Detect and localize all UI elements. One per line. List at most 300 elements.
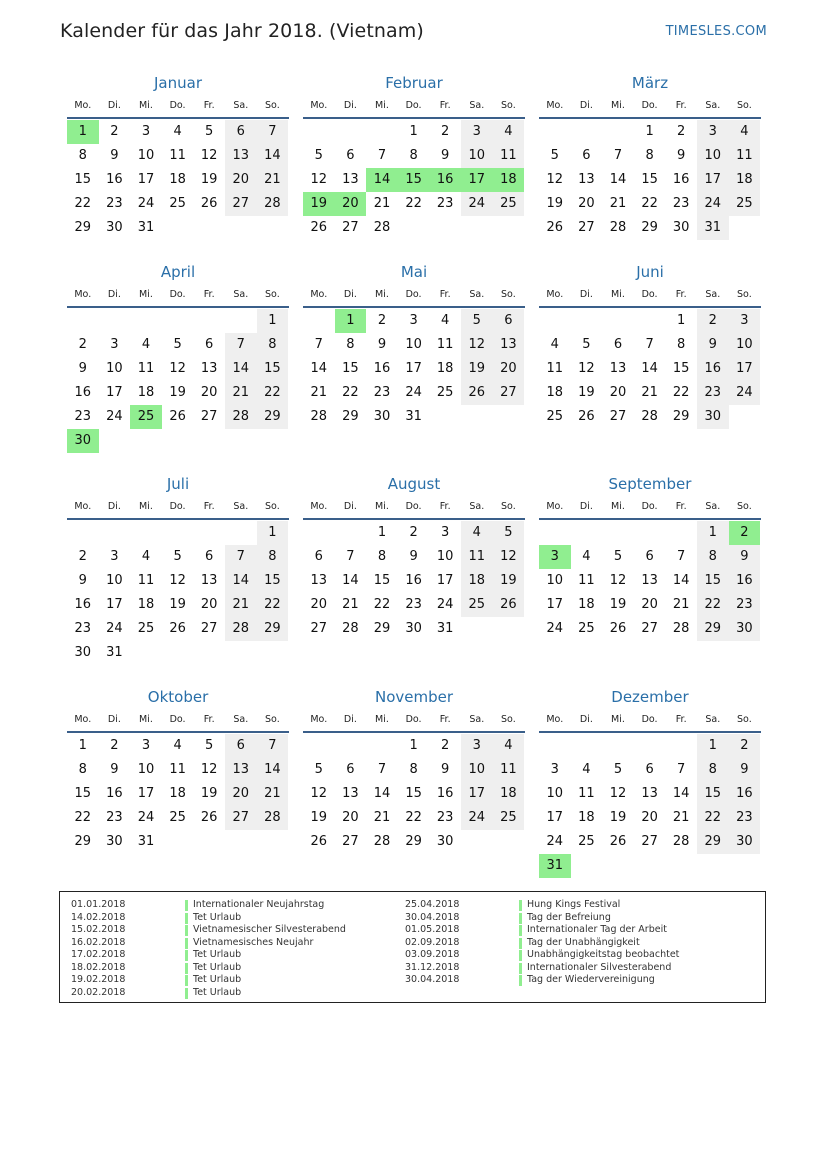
day-cell: 21 [257, 168, 289, 192]
day-cell: 9 [441, 148, 450, 163]
day-cell: 14 [641, 361, 658, 376]
day-cell: 13 [641, 573, 658, 588]
day-cell: 20 [310, 597, 328, 612]
legend-holiday-name: Internationaler Silvesterabend [527, 961, 672, 973]
day-cell: 19 [200, 172, 218, 187]
day-cell: 14 [257, 758, 289, 782]
day-cell: 10 [405, 337, 422, 352]
day-cell: 10 [436, 549, 454, 564]
day-cell: 13 [225, 758, 257, 782]
weekday-label: Mo. [546, 100, 564, 111]
day-cell: 27 [609, 409, 627, 424]
day-cell: 23 [106, 810, 123, 825]
day-cell: 20 [225, 168, 257, 192]
day-cell: 30 [74, 645, 92, 660]
legend-color-marker [185, 900, 188, 911]
day-cell: 13 [200, 573, 218, 588]
day-cell: 17 [729, 357, 761, 381]
day-cell: 13 [641, 786, 658, 801]
day-cell: 17 [697, 168, 729, 192]
day-cell: 2 [78, 549, 87, 564]
day-cell: 22 [257, 593, 289, 617]
day-grid [303, 734, 525, 878]
day-cell: 13 [310, 573, 328, 588]
legend-holiday-name: Internationaler Tag der Arbeit [527, 924, 667, 935]
weekday-label: So. [265, 289, 280, 300]
day-cell: 22 [641, 196, 658, 211]
day-cell: 10 [137, 148, 155, 163]
day-cell: 18 [578, 810, 595, 825]
day-cell: 6 [314, 549, 323, 564]
day-cell: 12 [578, 361, 595, 376]
day-cell: 10 [546, 573, 564, 588]
day-cell: 8 [78, 762, 87, 777]
day-cell: 13 [578, 172, 595, 187]
day-cell: 19 [546, 196, 564, 211]
day-cell: 17 [461, 782, 493, 806]
weekday-label: Fr. [675, 501, 687, 512]
weekday-label: Sa. [469, 714, 485, 725]
day-cell: 4 [550, 337, 559, 352]
month-divider [67, 117, 289, 119]
day-grid [303, 120, 525, 264]
weekday-header [303, 501, 525, 515]
legend-color-marker [519, 925, 522, 936]
weekday-label: Mi. [139, 100, 153, 111]
day-cell: 30 [405, 621, 422, 636]
day-cell: 18 [137, 385, 155, 400]
day-cell: 10 [106, 361, 123, 376]
day-cell: 12 [609, 786, 627, 801]
day-cell: 9 [441, 762, 450, 777]
day-cell: 28 [373, 834, 391, 849]
day-cell: 10 [137, 762, 155, 777]
day-cell: 25 [578, 834, 595, 849]
day-cell: 20 [342, 810, 359, 825]
day-cell: 16 [74, 597, 92, 612]
weekday-header [67, 289, 289, 303]
day-cell: 25 [461, 593, 493, 617]
month-divider [539, 731, 761, 733]
weekday-label: So. [737, 501, 752, 512]
day-cell: 4 [141, 337, 151, 352]
month-divider [67, 518, 289, 520]
day-cell: 22 [697, 806, 729, 830]
day-cell: 23 [106, 196, 123, 211]
day-cell: 14 [342, 573, 359, 588]
day-cell: 21 [225, 593, 257, 617]
day-cell: 24 [106, 621, 123, 636]
day-cell: 1 [409, 124, 418, 139]
day-cell: 18 [729, 168, 761, 192]
month-divider [67, 731, 289, 733]
day-cell: 8 [409, 148, 418, 163]
weekday-label: Do. [169, 100, 186, 111]
day-cell: 6 [346, 148, 355, 163]
day-cell: 6 [613, 337, 623, 352]
day-cell: 14 [310, 361, 328, 376]
weekday-label: So. [501, 714, 516, 725]
day-cell: 25 [493, 806, 525, 830]
day-cell: 3 [110, 337, 119, 352]
weekday-label: Di. [343, 714, 357, 725]
month-name: Juli [166, 475, 190, 493]
day-cell: 4 [441, 313, 450, 328]
day-cell: 23 [436, 810, 454, 825]
day-cell: 5 [173, 549, 182, 564]
month-name: Januar [154, 74, 202, 92]
day-cell: 11 [436, 337, 454, 352]
day-cell: 6 [493, 309, 525, 333]
day-cell: 3 [697, 120, 729, 144]
day-cell: 17 [106, 385, 123, 400]
day-cell: 29 [342, 409, 359, 424]
day-cell: 6 [225, 734, 257, 758]
day-cell: 8 [346, 337, 355, 352]
day-cell: 11 [578, 573, 595, 588]
day-cell: 14 [672, 786, 690, 801]
weekday-label: Di. [107, 289, 121, 300]
month-name: September [608, 475, 692, 493]
day-cell: 22 [697, 593, 729, 617]
day-cell: 1 [697, 734, 729, 758]
day-cell: 30 [729, 830, 761, 854]
weekday-label: Di. [579, 289, 593, 300]
day-cell: 17 [546, 810, 564, 825]
day-cell: 27 [641, 621, 658, 636]
legend-holiday-name: Tet Urlaub [193, 986, 242, 998]
day-cell: 10 [106, 573, 123, 588]
day-cell: 11 [169, 148, 186, 163]
weekday-label: Fr. [203, 501, 215, 512]
day-cell: 22 [342, 385, 359, 400]
month-name: Juni [636, 263, 664, 281]
day-cell: 12 [461, 333, 493, 357]
month-divider [303, 117, 525, 119]
day-cell: 27 [493, 381, 525, 405]
day-cell: 26 [310, 220, 328, 235]
weekday-label: Di. [579, 100, 593, 111]
day-cell: 7 [613, 148, 623, 163]
day-cell: 9 [729, 545, 761, 569]
weekday-label: Mi. [611, 289, 625, 300]
day-cell: 16 [729, 782, 761, 806]
day-cell: 28 [310, 409, 328, 424]
day-cell: 10 [461, 758, 493, 782]
day-cell: 25 [169, 810, 186, 825]
day-cell: 15 [257, 569, 289, 593]
day-cell: 7 [225, 545, 257, 569]
day-cell: 13 [225, 144, 257, 168]
day-cell: 3 [110, 549, 119, 564]
day-cell: 30 [106, 834, 123, 849]
day-cell: 7 [677, 549, 686, 564]
day-cell: 3 [141, 738, 151, 753]
day-cell: 19 [493, 569, 525, 593]
holiday-day-cell: 17 [461, 168, 493, 192]
day-cell: 20 [609, 385, 627, 400]
day-cell: 25 [436, 385, 454, 400]
weekday-label: Mi. [611, 714, 625, 725]
month-name: Oktober [147, 688, 209, 706]
day-cell: 8 [377, 549, 387, 564]
day-cell: 6 [645, 549, 654, 564]
day-cell: 19 [200, 786, 218, 801]
legend-color-marker [519, 913, 522, 924]
holiday-day-cell: 15 [398, 168, 430, 192]
legend-holiday-name: Tet Urlaub [193, 974, 242, 985]
day-cell: 3 [409, 313, 418, 328]
day-cell: 12 [546, 172, 564, 187]
holiday-day-cell: 18 [493, 168, 525, 192]
legend-date: 01.01.2018 [71, 899, 126, 910]
day-cell: 9 [697, 333, 729, 357]
day-cell: 23 [74, 409, 92, 424]
weekday-label: Mi. [611, 501, 625, 512]
day-cell: 24 [546, 621, 564, 636]
legend-date: 17.02.2018 [71, 949, 126, 960]
day-cell: 26 [578, 409, 595, 424]
legend-date: 30.04.2018 [405, 911, 460, 923]
day-cell: 31 [405, 409, 422, 424]
day-cell: 8 [697, 545, 729, 569]
day-cell: 18 [436, 361, 454, 376]
weekday-label: Mi. [375, 100, 389, 111]
day-cell: 7 [677, 762, 686, 777]
legend-date: 19.02.2018 [71, 974, 126, 985]
legend-color-marker [519, 900, 522, 911]
day-cell: 5 [582, 337, 591, 352]
day-cell: 30 [672, 220, 690, 235]
day-cell: 2 [677, 124, 686, 139]
day-cell: 17 [106, 597, 123, 612]
day-grid [539, 309, 761, 453]
day-cell: 31 [436, 621, 454, 636]
weekday-label: So. [501, 501, 516, 512]
day-cell: 18 [578, 597, 595, 612]
day-cell: 17 [137, 786, 155, 801]
day-cell: 10 [461, 144, 493, 168]
day-cell: 7 [377, 148, 387, 163]
month-divider [539, 306, 761, 308]
month-divider [539, 117, 761, 119]
day-cell: 27 [225, 806, 257, 830]
day-cell: 10 [546, 786, 564, 801]
legend-holiday-name: Unabhängigkeitstag beobachtet [527, 949, 680, 960]
day-cell: 19 [169, 597, 186, 612]
day-cell: 14 [225, 569, 257, 593]
day-cell: 8 [257, 333, 289, 357]
day-cell: 23 [729, 593, 761, 617]
day-cell: 12 [609, 573, 627, 588]
day-cell: 20 [578, 196, 595, 211]
day-cell: 31 [697, 216, 729, 240]
weekday-label: Do. [641, 501, 658, 512]
day-cell: 2 [729, 734, 761, 758]
weekday-label: So. [265, 714, 280, 725]
weekday-label: Mi. [375, 714, 389, 725]
day-cell: 6 [225, 120, 257, 144]
day-cell: 4 [141, 549, 151, 564]
day-cell: 15 [405, 786, 422, 801]
legend-date: 30.04.2018 [405, 974, 460, 985]
day-cell: 21 [342, 597, 359, 612]
day-cell: 18 [546, 385, 564, 400]
holiday-day-cell: 19 [303, 192, 335, 216]
day-cell: 7 [346, 549, 355, 564]
weekday-header [67, 501, 289, 515]
day-cell: 18 [169, 172, 186, 187]
month-divider [303, 731, 525, 733]
day-cell: 26 [609, 621, 627, 636]
month-name: März [631, 74, 669, 92]
day-cell: 2 [441, 124, 450, 139]
day-cell: 21 [225, 381, 257, 405]
day-cell: 4 [493, 120, 525, 144]
day-cell: 18 [493, 782, 525, 806]
legend-holiday-name: Tag der Unabhängigkeit [527, 936, 640, 948]
day-cell: 28 [641, 409, 658, 424]
day-cell: 17 [436, 573, 454, 588]
day-cell: 2 [110, 124, 119, 139]
day-cell: 26 [461, 381, 493, 405]
legend-color-marker [185, 963, 188, 974]
holiday-day-cell: 20 [335, 192, 367, 216]
day-cell: 6 [205, 549, 214, 564]
weekday-label: Mi. [139, 714, 153, 725]
day-cell: 31 [137, 834, 155, 849]
day-cell: 24 [461, 192, 493, 216]
day-cell: 30 [106, 220, 123, 235]
weekday-label: Do. [169, 289, 186, 300]
day-cell: 21 [373, 810, 391, 825]
weekday-label: Mi. [139, 501, 153, 512]
day-cell: 26 [546, 220, 564, 235]
day-cell: 9 [110, 762, 119, 777]
weekday-label: Fr. [675, 289, 687, 300]
weekday-label: Mo. [310, 289, 328, 300]
weekday-label: Di. [343, 100, 357, 111]
weekday-label: Do. [641, 100, 658, 111]
brand-link[interactable]: TIMESLES.COM [665, 24, 767, 39]
day-cell: 29 [257, 617, 289, 641]
day-cell: 26 [169, 621, 186, 636]
day-cell: 1 [377, 525, 387, 540]
weekday-label: Do. [169, 714, 186, 725]
day-cell: 11 [729, 144, 761, 168]
legend-color-marker [185, 925, 188, 936]
day-cell: 11 [137, 573, 155, 588]
day-cell: 25 [169, 196, 186, 211]
day-cell: 15 [697, 782, 729, 806]
day-cell: 28 [225, 405, 257, 429]
month-name: Februar [385, 74, 443, 92]
day-cell: 15 [373, 573, 391, 588]
weekday-header [303, 289, 525, 303]
weekday-label: Sa. [233, 714, 249, 725]
day-cell: 26 [609, 834, 627, 849]
day-cell: 20 [225, 782, 257, 806]
page-title: Kalender für das Jahr 2018. (Vietnam) [60, 20, 424, 42]
weekday-label: So. [265, 100, 280, 111]
day-cell: 29 [74, 834, 92, 849]
day-cell: 10 [697, 144, 729, 168]
day-cell: 18 [169, 786, 186, 801]
weekday-label: Do. [641, 289, 658, 300]
day-cell: 4 [582, 762, 591, 777]
day-cell: 11 [461, 545, 493, 569]
weekday-label: Sa. [705, 714, 721, 725]
day-cell: 20 [641, 597, 658, 612]
weekday-label: Fr. [203, 289, 215, 300]
day-cell: 19 [609, 810, 627, 825]
day-cell: 9 [729, 758, 761, 782]
day-cell: 15 [697, 569, 729, 593]
day-cell: 16 [436, 786, 454, 801]
month-name: Dezember [611, 688, 689, 706]
day-cell: 16 [373, 361, 391, 376]
legend-color-marker [519, 963, 522, 974]
day-cell: 12 [169, 573, 186, 588]
day-cell: 8 [697, 758, 729, 782]
day-cell: 24 [137, 196, 155, 211]
day-cell: 16 [729, 569, 761, 593]
weekday-label: Sa. [705, 100, 721, 111]
weekday-label: Di. [107, 100, 121, 111]
weekday-label: Do. [405, 714, 422, 725]
day-cell: 20 [493, 357, 525, 381]
day-cell: 10 [729, 333, 761, 357]
day-cell: 8 [677, 337, 686, 352]
weekday-header [67, 100, 289, 114]
day-cell: 16 [672, 172, 690, 187]
day-cell: 15 [74, 172, 92, 187]
day-cell: 22 [74, 196, 92, 211]
legend-color-marker [185, 975, 188, 986]
day-cell: 5 [613, 762, 623, 777]
day-cell: 27 [342, 220, 359, 235]
day-cell: 12 [310, 172, 328, 187]
legend-date: 14.02.2018 [71, 911, 126, 923]
day-cell: 20 [641, 810, 658, 825]
day-cell: 6 [645, 762, 654, 777]
day-cell: 25 [137, 621, 155, 636]
weekday-label: Mo. [74, 100, 92, 111]
day-cell: 30 [729, 617, 761, 641]
day-cell: 8 [78, 148, 87, 163]
weekday-label: Sa. [469, 100, 485, 111]
day-cell: 5 [205, 738, 214, 753]
day-cell: 19 [461, 357, 493, 381]
day-grid [67, 309, 289, 453]
day-cell: 3 [461, 734, 493, 758]
weekday-label: Mo. [74, 289, 92, 300]
day-cell: 27 [200, 409, 218, 424]
day-cell: 7 [257, 120, 289, 144]
day-cell: 13 [342, 172, 359, 187]
day-cell: 22 [74, 810, 92, 825]
day-cell: 4 [173, 124, 182, 139]
day-cell: 27 [225, 192, 257, 216]
weekday-header [539, 501, 761, 515]
day-cell: 23 [729, 806, 761, 830]
legend-date: 25.04.2018 [405, 899, 460, 910]
legend-date: 16.02.2018 [71, 936, 126, 948]
day-cell: 29 [641, 220, 658, 235]
month-divider [303, 306, 525, 308]
day-cell: 12 [310, 786, 328, 801]
legend-color-marker [185, 913, 188, 924]
